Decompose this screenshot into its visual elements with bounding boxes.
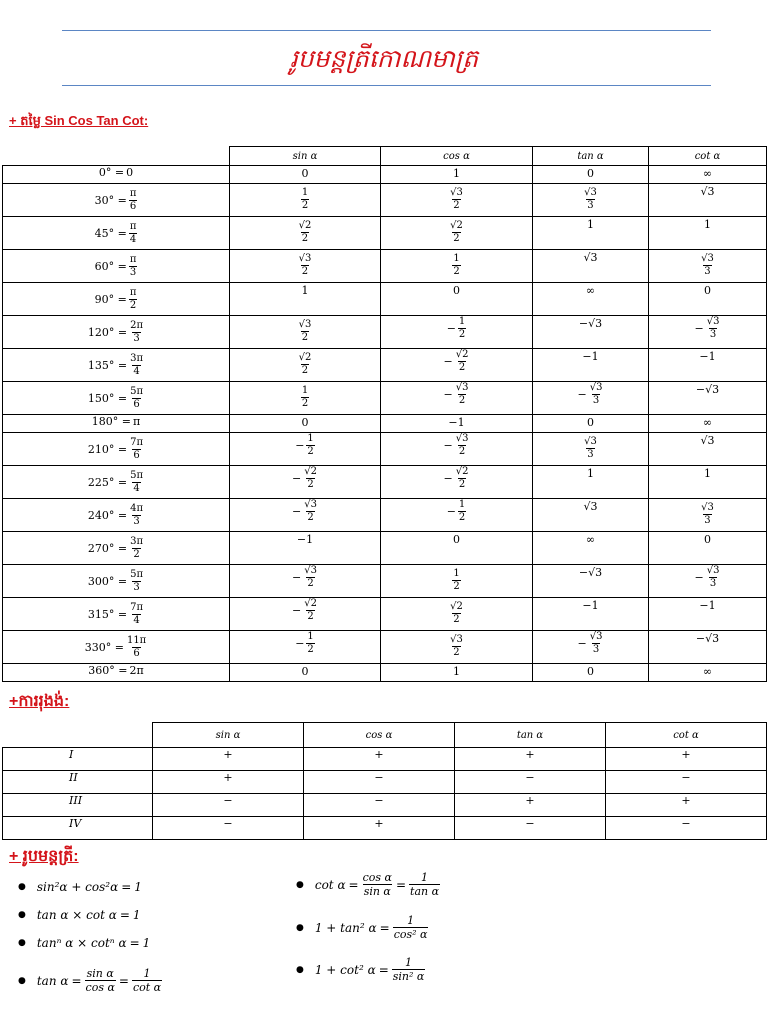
sin-value: 0 — [230, 664, 381, 682]
values-row — [3, 166, 767, 184]
tan-value: $\frac{√3}{3}$ — [533, 184, 649, 217]
cos-value: − $\frac{√3}{2}$ — [381, 433, 533, 466]
values-row — [3, 250, 767, 283]
header-cos: cos α — [381, 147, 533, 166]
values-row — [3, 664, 767, 682]
sin-sign: + — [153, 771, 304, 794]
cot-sign: + — [606, 748, 767, 771]
cot-value: −1 — [649, 598, 767, 631]
angle-cell: 0° = 0 — [3, 166, 230, 184]
tan-value: ∞ — [533, 283, 649, 316]
angle-cell: 300° = $\frac{5\pi}{3}$ — [3, 565, 230, 598]
tan-value: ∞ — [533, 532, 649, 565]
section-formulas-heading: + រូបមន្តត្រី: — [9, 848, 79, 865]
header-tan: tan α — [533, 147, 649, 166]
angle-cell: 90° = $\frac{\pi}{2}$ — [3, 283, 230, 316]
cos-value: 1 — [381, 664, 533, 682]
formula-item: ● tanⁿ α × cotⁿ α = 1 — [18, 936, 151, 950]
sin-value: − $\frac{√2}{2}$ — [230, 598, 381, 631]
cot-value: ∞ — [649, 664, 767, 682]
angle-cell: 330° = $\frac{11\pi}{6}$ — [3, 631, 230, 664]
values-table-body — [3, 166, 767, 682]
cos-value: $\frac{√3}{2}$ — [381, 184, 533, 217]
signs-row — [3, 748, 767, 771]
signs-row — [3, 794, 767, 817]
cot-value: −√3 — [649, 631, 767, 664]
cot-value: 0 — [649, 283, 767, 316]
top-rule — [62, 30, 711, 31]
cos-value: $\frac{√2}{2}$ — [381, 598, 533, 631]
values-row — [3, 184, 767, 217]
cos-value: − $\frac{√2}{2}$ — [381, 349, 533, 382]
angle-cell: 30° = $\frac{\pi}{6}$ — [3, 184, 230, 217]
values-row — [3, 532, 767, 565]
cos-value: $\frac{1}{2}$ — [381, 565, 533, 598]
cos-sign: − — [304, 771, 455, 794]
tan-value: √3 — [533, 250, 649, 283]
cot-value: √3 — [649, 433, 767, 466]
sin-sign: − — [153, 794, 304, 817]
tan-value: −1 — [533, 598, 649, 631]
values-row — [3, 499, 767, 532]
angle-cell: 210° = $\frac{7\pi}{6}$ — [3, 433, 230, 466]
cot-sign: + — [606, 794, 767, 817]
tan-value: − $\frac{√3}{3}$ — [533, 631, 649, 664]
angle-cell: 360° = 2π — [3, 664, 230, 682]
tan-value: −1 — [533, 349, 649, 382]
cot-value: − $\frac{√3}{3}$ — [649, 565, 767, 598]
cos-value: 0 — [381, 532, 533, 565]
tan-sign: − — [455, 771, 606, 794]
cos-sign: + — [304, 748, 455, 771]
quadrant-label: IV — [3, 817, 153, 840]
values-row — [3, 349, 767, 382]
tan-value: − $\frac{√3}{3}$ — [533, 382, 649, 415]
tan-sign: + — [455, 748, 606, 771]
header-sin: sin α — [230, 147, 381, 166]
tan-value: −√3 — [533, 316, 649, 349]
cos-value: − $\frac{1}{2}$ — [381, 499, 533, 532]
cos-value: $\frac{√2}{2}$ — [381, 217, 533, 250]
signs-row — [3, 817, 767, 840]
signs-header-sin: sin α — [153, 723, 304, 748]
sin-value: − $\frac{1}{2}$ — [230, 631, 381, 664]
signs-header-tan: tan α — [455, 723, 606, 748]
values-row — [3, 598, 767, 631]
signs-table-body — [3, 723, 767, 840]
values-header-row — [3, 147, 767, 166]
angle-cell: 240° = $\frac{4\pi}{3}$ — [3, 499, 230, 532]
cot-value: − $\frac{√3}{3}$ — [649, 316, 767, 349]
formula-item: ● 1 + tan² α = $\frac{1}{\text{cos² α}}$ — [296, 914, 428, 941]
cot-value: √3 — [649, 184, 767, 217]
cos-value: − $\frac{1}{2}$ — [381, 316, 533, 349]
formula-item: ● sin²α + cos²α = 1 — [18, 880, 142, 894]
cot-value: 1 — [649, 217, 767, 250]
values-row — [3, 382, 767, 415]
values-table — [2, 146, 767, 682]
cot-value: 1 — [649, 466, 767, 499]
angle-cell: 270° = $\frac{3\pi}{2}$ — [3, 532, 230, 565]
sin-value: $\frac{√3}{2}$ — [230, 316, 381, 349]
values-row — [3, 631, 767, 664]
signs-row — [3, 771, 767, 794]
sin-value: − $\frac{√2}{2}$ — [230, 466, 381, 499]
tan-sign: − — [455, 817, 606, 840]
angle-cell: 150° = $\frac{5\pi}{6}$ — [3, 382, 230, 415]
sin-value: − $\frac{√3}{2}$ — [230, 565, 381, 598]
page-title: រូបមន្តត្រីកោណមាត្រ — [289, 44, 479, 73]
signs-header-cos: cos α — [304, 723, 455, 748]
angle-cell: 135° = $\frac{3\pi}{4}$ — [3, 349, 230, 382]
tan-value: −√3 — [533, 565, 649, 598]
tan-value: 0 — [533, 664, 649, 682]
values-row — [3, 433, 767, 466]
cot-sign: − — [606, 817, 767, 840]
sin-value: $\frac{√2}{2}$ — [230, 217, 381, 250]
section-values-heading: + តម្លៃ Sin Cos Tan Cot: — [9, 113, 149, 128]
cot-value: 0 — [649, 532, 767, 565]
values-row — [3, 466, 767, 499]
sin-value: − $\frac{1}{2}$ — [230, 433, 381, 466]
values-row — [3, 283, 767, 316]
signs-table — [2, 722, 767, 840]
angle-cell: 45° = $\frac{\pi}{4}$ — [3, 217, 230, 250]
sin-value: − $\frac{√3}{2}$ — [230, 499, 381, 532]
sin-value: $\frac{1}{2}$ — [230, 382, 381, 415]
tan-value: 1 — [533, 466, 649, 499]
cot-value: $\frac{√3}{3}$ — [649, 499, 767, 532]
header-cot: cot α — [649, 147, 767, 166]
values-row — [3, 217, 767, 250]
angle-cell: 225° = $\frac{5\pi}{4}$ — [3, 466, 230, 499]
cos-sign: − — [304, 794, 455, 817]
sin-value: 1 — [230, 283, 381, 316]
angle-cell: 180° = π — [3, 415, 230, 433]
sin-value: $\frac{√2}{2}$ — [230, 349, 381, 382]
sin-value: 0 — [230, 415, 381, 433]
formula-item: ● 1 + cot² α = $\frac{1}{\text{sin² α}}$ — [296, 956, 425, 983]
section-signs-heading: +ការរុងង់: — [9, 693, 70, 710]
sin-value: 0 — [230, 166, 381, 184]
tan-value: √3 — [533, 499, 649, 532]
quadrant-label: I — [3, 748, 153, 771]
cos-sign: + — [304, 817, 455, 840]
cos-value: − $\frac{√2}{2}$ — [381, 466, 533, 499]
quadrant-label: III — [3, 794, 153, 817]
tan-value: 0 — [533, 166, 649, 184]
signs-header-row — [3, 723, 767, 748]
sin-value: $\frac{√3}{2}$ — [230, 250, 381, 283]
title-underline-rule — [62, 85, 711, 86]
cos-value: $\frac{1}{2}$ — [381, 250, 533, 283]
tan-value: 1 — [533, 217, 649, 250]
tan-value: $\frac{√3}{3}$ — [533, 433, 649, 466]
cot-value: $\frac{√3}{3}$ — [649, 250, 767, 283]
tan-value: 0 — [533, 415, 649, 433]
angle-cell: 120° = $\frac{2\pi}{3}$ — [3, 316, 230, 349]
formula-item: ● tan α × cot α = 1 — [18, 908, 141, 922]
cos-value: 1 — [381, 166, 533, 184]
cot-sign: − — [606, 771, 767, 794]
cos-value: −1 — [381, 415, 533, 433]
formula-item: ● cot α = $\frac{\text{cos α}}{\text{sin α}}$ = $\frac{1}{\text{tan α}}$ — [296, 871, 440, 898]
cot-value: −1 — [649, 349, 767, 382]
cos-value: 0 — [381, 283, 533, 316]
cot-value: ∞ — [649, 166, 767, 184]
sin-sign: − — [153, 817, 304, 840]
formula-item: ● tan α = $\frac{\text{sin α}}{\text{cos α}}$ = $\frac{1}{\text{cot α}}$ — [18, 967, 162, 994]
angle-cell: 315° = $\frac{7\pi}{4}$ — [3, 598, 230, 631]
sin-sign: + — [153, 748, 304, 771]
signs-header-blank — [3, 723, 153, 748]
cot-value: −√3 — [649, 382, 767, 415]
sin-value: −1 — [230, 532, 381, 565]
values-row — [3, 415, 767, 433]
values-row — [3, 565, 767, 598]
angle-cell: 60° = $\frac{\pi}{3}$ — [3, 250, 230, 283]
cos-value: − $\frac{√3}{2}$ — [381, 382, 533, 415]
signs-header-cot: cot α — [606, 723, 767, 748]
cot-value: ∞ — [649, 415, 767, 433]
quadrant-label: II — [3, 771, 153, 794]
values-row — [3, 316, 767, 349]
cos-value: $\frac{√3}{2}$ — [381, 631, 533, 664]
tan-sign: + — [455, 794, 606, 817]
sin-value: $\frac{1}{2}$ — [230, 184, 381, 217]
header-blank — [3, 147, 230, 166]
